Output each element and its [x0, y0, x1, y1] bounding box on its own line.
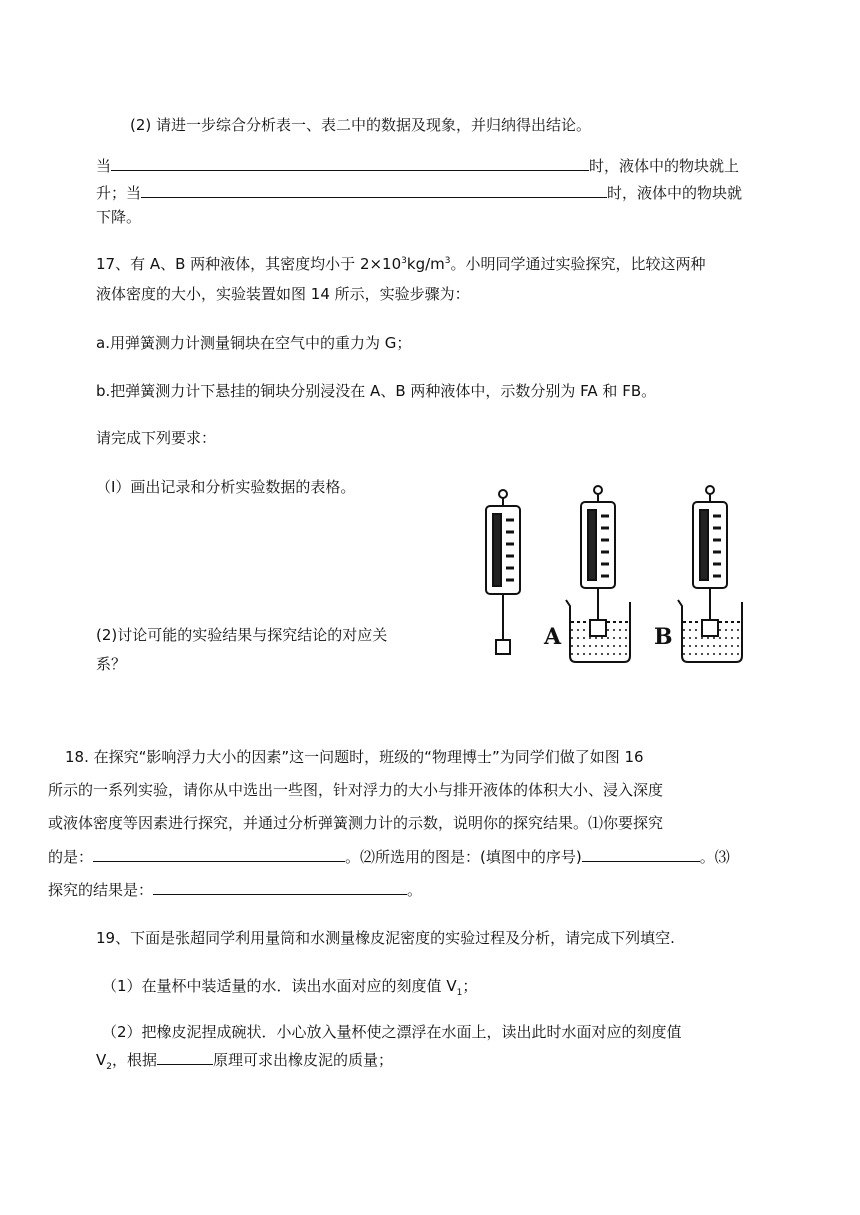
q18-line2: 所示的一系列实验，请你从中选出一些图，针对浮力的大小与排开液体的体积大小、浸入深度	[48, 781, 664, 799]
spring-scale-figure	[478, 480, 778, 670]
q16-blank-2[interactable]	[141, 182, 607, 198]
spring-scale-in-air	[486, 490, 520, 654]
q17-intro-sup: 3	[401, 256, 407, 266]
q17-intro-c: 。小明同学通过实验探究，比较这两种	[450, 255, 706, 273]
q19-s2b-sub: 2	[106, 1062, 112, 1072]
q18-line1: 18. 在探究“影响浮力大小的因素”这一问题时，班级的“物理博士”为同学们做了如图 16	[65, 748, 644, 766]
q18-l5a: 探究的结果是：	[48, 881, 154, 899]
q16-blank-1[interactable]	[111, 155, 589, 171]
q19-s1b: ；	[462, 977, 478, 995]
q19-blank-principle[interactable]	[157, 1049, 213, 1065]
q17-req1: （I）画出记录和分析实验数据的表格。	[96, 478, 356, 496]
q18-l4c: 。⑶	[699, 848, 730, 866]
q19-step1	[102, 976, 477, 1003]
q17-intro-a: 17、有 A、B 两种液体，其密度均小于 2×10	[96, 255, 402, 273]
figure-label-b: B	[654, 624, 673, 650]
q17-intro	[96, 251, 706, 274]
q16-part2-prompt: (2) 请进一步综合分析表一、表二中的数据及现象，并归纳得出结论。	[130, 116, 592, 134]
q19-s2b-a: V	[96, 1051, 107, 1069]
q17-intro-sup2: 3	[444, 256, 451, 266]
q19-s1sub: 1	[456, 988, 463, 998]
q16-line2-post: 时，液体中的物块就	[607, 184, 743, 202]
q18-l4b: 。⑵所选用的图是：(填图中的序号)	[345, 848, 582, 866]
q17-intro-b: kg/m	[406, 255, 445, 273]
q18-line5	[48, 879, 422, 900]
q16-conclusion-line2	[96, 182, 742, 203]
q16-line1-pre: 当	[96, 157, 112, 175]
spring-scale-liquid-b	[678, 486, 742, 662]
q17-request: 请完成下列要求：	[96, 429, 217, 447]
q18-blank-figures[interactable]	[582, 846, 700, 862]
q18-line3: 或液体密度等因素进行探究，并通过分析弹簧测力计的示数，说明你的探究结果。⑴你要探究	[48, 814, 664, 832]
q16-conclusion-line3: 下降。	[96, 208, 142, 226]
q18-l4a: 的是：	[48, 848, 94, 866]
q17-step-b: b.把弹簧测力计下悬挂的铜块分别浸没在 A、B 两种液体中，示数分别为 FA 和 FB。	[96, 382, 657, 400]
q19-s2b-b: ，根据	[112, 1051, 158, 1069]
q17-step-a: a.用弹簧测力计测量铜块在空气中的重力为 G；	[96, 334, 412, 352]
q18-line4	[48, 846, 730, 867]
q17-req2a: (2)讨论可能的实验结果与探究结论的对应关	[96, 626, 388, 644]
q18-blank-result[interactable]	[153, 879, 407, 895]
q19-line1: 19、下面是张超同学利用量筒和水测量橡皮泥密度的实验过程及分析，请完成下列填空.	[96, 929, 675, 947]
q19-step2-cont	[96, 1049, 393, 1077]
q19-s1a: （1）在量杯中装适量的水．读出水面对应的刻度值 V	[102, 977, 457, 995]
figure-label-a: A	[544, 624, 562, 650]
q18-blank-explore[interactable]	[93, 846, 345, 862]
q16-conclusion-line1	[96, 155, 739, 176]
q17-req2b: 系？	[96, 655, 127, 673]
q17-intro-2: 液体密度的大小，实验装置如图 14 所示，实验步骤为：	[96, 285, 470, 303]
q19-step2: （2）把橡皮泥捏成碗状．小心放入量杯使之漂浮在水面上，读出此时水面对应的刻度值	[102, 1023, 682, 1041]
q19-s2b-c: 原理可求出橡皮泥的质量；	[213, 1051, 394, 1069]
spring-scale-liquid-a	[566, 486, 630, 662]
q16-line2-pre: 升；当	[96, 184, 142, 202]
q18-l5b: 。	[407, 881, 423, 899]
q16-line1-post: 时，液体中的物块就上	[589, 157, 740, 175]
